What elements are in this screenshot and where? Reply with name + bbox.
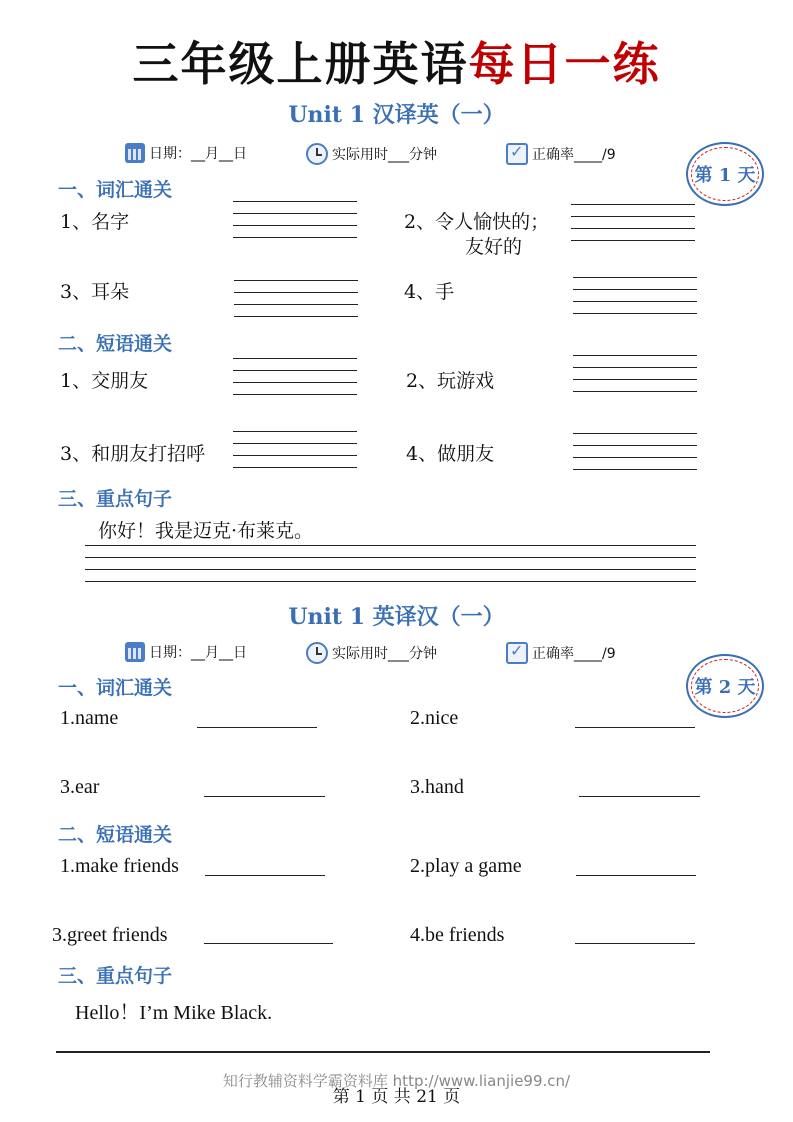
accuracy-info-1: ✓ 正确率____/9 [506, 143, 616, 165]
vocab-item: 1.name [60, 707, 119, 729]
answer-lines[interactable] [233, 358, 357, 406]
vocab-item: 3.hand [410, 776, 464, 798]
answer-line[interactable] [575, 727, 695, 728]
vocab-item: 1、名字 [60, 211, 130, 233]
phrase-item: 3.greet friends [52, 924, 168, 946]
page-number: 第 1 页 共 21 页 [332, 1087, 461, 1107]
answer-line[interactable] [576, 875, 696, 876]
time-info-1: 实际用时___分钟 [306, 143, 437, 165]
answer-line[interactable] [204, 943, 333, 944]
section-vocab-1: 一、词汇通关 [58, 179, 173, 201]
page-title [0, 28, 793, 94]
phrase-item: 1.make friends [60, 855, 179, 877]
answer-lines[interactable] [233, 201, 357, 249]
section-vocab-2: 一、词汇通关 [58, 677, 173, 699]
title-highlight: 每日一练 [468, 37, 661, 91]
phrase-item: 2.play a game [410, 855, 522, 877]
clock-icon [306, 143, 328, 165]
phrase-item: 2、玩游戏 [406, 370, 495, 392]
unit-heading-2: Unit 1 英译汉（一） [288, 604, 505, 630]
sentence-answer-line[interactable] [56, 1051, 710, 1053]
key-sentence: Hello！I’m Mike Black. [75, 1002, 273, 1024]
answer-lines[interactable] [234, 280, 358, 328]
answer-line[interactable] [204, 796, 325, 797]
answer-lines[interactable] [571, 204, 695, 252]
unit-heading-1: Unit 1 汉译英（一） [288, 102, 505, 128]
answer-lines[interactable] [233, 431, 357, 479]
calendar-icon [125, 642, 145, 662]
phrase-item: 3、和朋友打招呼 [60, 443, 206, 465]
section-phrase-2: 二、短语通关 [58, 824, 173, 846]
checkbox-icon [506, 642, 528, 664]
clock-icon [306, 642, 328, 664]
accuracy-info-2: ✓ 正确率____/9 [506, 642, 616, 664]
section-sentence-2: 三、重点句子 [58, 965, 173, 987]
vocab-item-cont: 友好的 [465, 236, 523, 258]
answer-lines[interactable] [573, 433, 697, 481]
date-info-2: 日期：__月__日 [125, 642, 247, 662]
time-info-2: 实际用时___分钟 [306, 642, 437, 664]
day-stamp-1: 第 1 天 [686, 142, 764, 206]
vocab-item: 3.ear [60, 776, 100, 798]
date-info-1: 日期：__月__日 [125, 143, 247, 163]
title-main: 三年级上册英语 [132, 37, 469, 91]
vocab-item: 2.nice [410, 707, 459, 729]
day-stamp-2: 第 2 天 [686, 654, 764, 718]
answer-line[interactable] [205, 875, 325, 876]
phrase-item: 1、交朋友 [60, 370, 149, 392]
calendar-icon [125, 143, 145, 163]
phrase-item: 4、做朋友 [406, 443, 495, 465]
key-sentence: 你好！我是迈克·布莱克。 [98, 520, 314, 542]
checkbox-icon [506, 143, 528, 165]
section-phrase-1: 二、短语通关 [58, 333, 173, 355]
watermark: 知行教辅资料学霸资料库 http://www.lianjie99.cn/ [222, 1072, 571, 1090]
answer-line[interactable] [575, 943, 695, 944]
vocab-item: 3、耳朵 [60, 281, 130, 303]
sentence-answer-lines[interactable] [85, 545, 696, 582]
answer-line[interactable] [579, 796, 700, 797]
answer-line[interactable] [197, 727, 317, 728]
answer-lines[interactable] [573, 355, 697, 403]
vocab-item: 4、手 [404, 281, 455, 303]
section-sentence-1: 三、重点句子 [58, 488, 173, 510]
vocab-item: 2、令人愉快的； [404, 211, 550, 233]
answer-lines[interactable] [573, 277, 697, 325]
phrase-item: 4.be friends [410, 924, 505, 946]
